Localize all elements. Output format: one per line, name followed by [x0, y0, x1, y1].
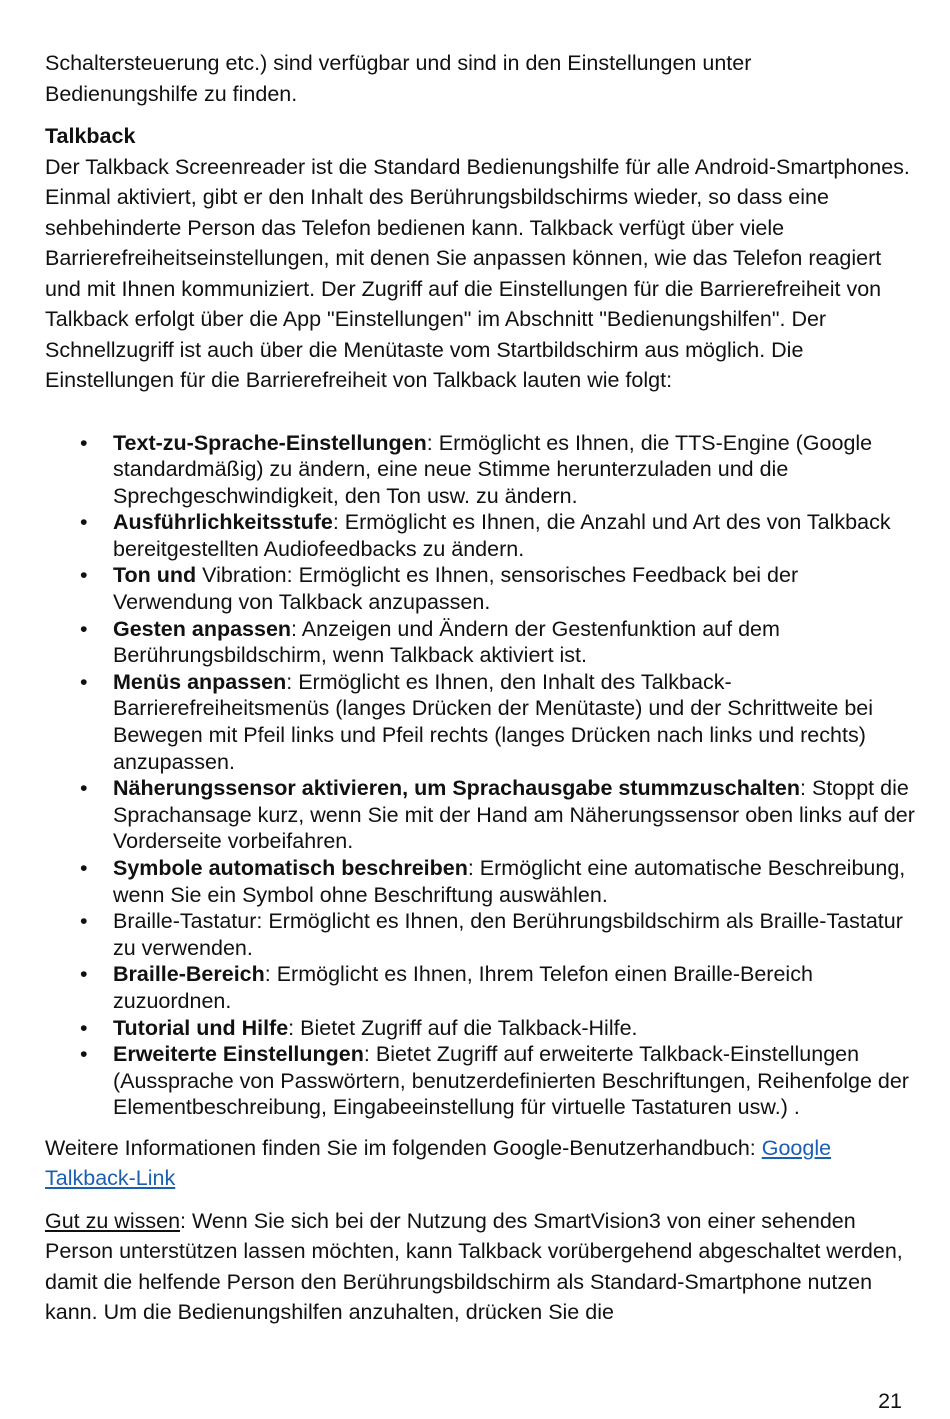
feature-name: Näherungssensor aktivieren, um Sprachausgabe stummzuschalten — [113, 776, 801, 801]
feature-description: : Ermöglicht eine automatische Beschreibung, wenn Sie ein Symbol ohne Beschriftung auswählen. — [113, 856, 906, 907]
bullet: • — [80, 909, 88, 934]
feature-description: : Ermöglicht es Ihnen, die Anzahl und Art des von Talkback bereitgestellten Audiofeedbacks zu ändern. — [113, 510, 891, 561]
feature-name: Text-zu-Sprache-Einstellungen — [113, 430, 427, 455]
feature-description: : Stoppt die Sprachansage kurz, wenn Sie mit der Hand am Näherungssensor oben links auf der Vorderseite vorbeifahren. — [113, 776, 915, 854]
list-item — [80, 562, 915, 615]
list-item — [80, 430, 915, 510]
bullet: • — [80, 856, 88, 880]
page-number: 21 — [878, 1389, 902, 1413]
list-item — [80, 1041, 915, 1121]
list-item — [80, 961, 915, 1014]
feature-list — [45, 430, 915, 1121]
bullet: • — [80, 510, 88, 535]
intro-line: Bedienungshilfe zu finden. — [45, 81, 298, 106]
talkback-description: Der Talkback Screenreader ist die Standard Bedienungshilfe für alle Android-Smartphones. Einmal aktiviert, gibt er den Inhalt des Berührungsbildschirms wieder, so dass eine sehbehinderte Person das Telefon bedienen kann. Talkback verfügt über viele Barrierefreiheitseinstellungen, mit denen Sie anpassen können, wie das Telefon reagiert und mit Ihnen kommuniziert. Der Zugriff auf die Einstellungen für die Barrierefreiheit von Talkback erfolgt über die App "Einstellungen" im Abschnitt "Bedienungshilfen". Der Schnellzugriff ist auch über die Menütaste vom Startbildschirm aus möglich. Die Einstellungen für die Barrierefreiheit von Talkback lauten wie folgt: — [45, 154, 910, 392]
document-page — [45, 48, 915, 1328]
bullet: • — [80, 776, 88, 801]
feature-name: Menüs anpassen — [113, 669, 287, 694]
list-item — [80, 908, 915, 961]
feature-name: Tutorial und Hilfe — [113, 1015, 289, 1040]
feature-description: : Bietet Zugriff auf erweiterte Talkback-Einstellungen (Aussprache von Passwörtern, benutzerdefinierten Beschriftungen, Reihenfolge der Elementbeschreibung, Eingabeeinstellung für virtuelle Tastaturen usw.) . — [113, 1042, 909, 1120]
feature-name: Braille-Bereich — [113, 962, 265, 987]
intro-line: Schaltersteuerung etc.) sind verfügbar und sind in den Einstellungen unter — [45, 51, 752, 75]
list-item — [80, 855, 915, 908]
bullet: • — [80, 430, 88, 455]
list-item — [80, 616, 915, 669]
list-item — [80, 1015, 915, 1042]
feature-description: : Ermöglicht es Ihnen, den Inhalt des Talkback-Barrierefreiheitsmenüs (langes Drücken der Menütaste) und der Schrittweite bei Bewegen mit Pfeil links und Pfeil rechts (langes Drücken nach links und rechts) anzupassen. — [113, 669, 874, 774]
bullet: • — [80, 616, 88, 641]
feature-description: : Anzeigen und Ändern der Gestenfunktion auf dem Berührungsbildschirm, wenn Talkback aktiviert ist. — [113, 616, 780, 668]
feature-description: Braille-Tastatur: Ermöglicht es Ihnen, den Berührungsbildschirm als Braille-Tastatur zu verwenden. — [113, 909, 903, 960]
good-to-know-text: : Wenn Sie sich bei der Nutzung des SmartVision3 von einer sehenden Person unterstützen lassen möchten, kann Talkback vorübergehend abgeschaltet werden, damit die helfende Person den Berührungsbildschirm als Standard-Smartphone nutzen kann. Um die Bedienungshilfen anzuhalten, drücken Sie die — [45, 1208, 903, 1325]
feature-name: Erweiterte Einstellungen — [113, 1042, 364, 1067]
bullet: • — [80, 1015, 88, 1040]
list-item — [80, 669, 915, 775]
feature-description: : Ermöglicht es Ihnen, die TTS-Engine (Google standardmäßig) zu ändern, eine neue Stimme herunterzuladen und die Sprechgeschwindigkeit, den Ton usw. zu ändern. — [113, 430, 873, 508]
feature-description: : Bietet Zugriff auf die Talkback-Hilfe. — [288, 1015, 638, 1040]
bullet: • — [80, 962, 88, 987]
list-item — [80, 775, 915, 855]
feature-name: Ausführlichkeitsstufe — [113, 510, 333, 535]
section-title: Talkback — [45, 124, 136, 148]
bullet: • — [80, 563, 88, 588]
list-item — [80, 509, 915, 562]
feature-description: Vibration: Ermöglicht es Ihnen, sensorisches Feedback bei der Verwendung von Talkback anzupassen. — [113, 563, 799, 615]
more-info-text: Weitere Informationen finden Sie im folgenden Google-Benutzerhandbuch: — [45, 1135, 762, 1160]
bullet: • — [80, 1042, 88, 1067]
intro-paragraph — [45, 48, 915, 109]
feature-name: Ton und — [113, 563, 197, 588]
feature-description: : Ermöglicht es Ihnen, Ihrem Telefon einen Braille-Bereich zuzuordnen. — [113, 962, 813, 1013]
feature-name: Symbole automatisch beschreiben — [113, 856, 468, 880]
feature-name: Gesten anpassen — [113, 616, 292, 641]
google-talkback-link[interactable]: Google Talkback-Link — [45, 1135, 832, 1191]
more-info-paragraph — [45, 1133, 915, 1194]
good-to-know-paragraph — [45, 1206, 915, 1328]
good-to-know-label: Gut zu wissen — [45, 1208, 181, 1233]
bullet: • — [80, 669, 88, 694]
